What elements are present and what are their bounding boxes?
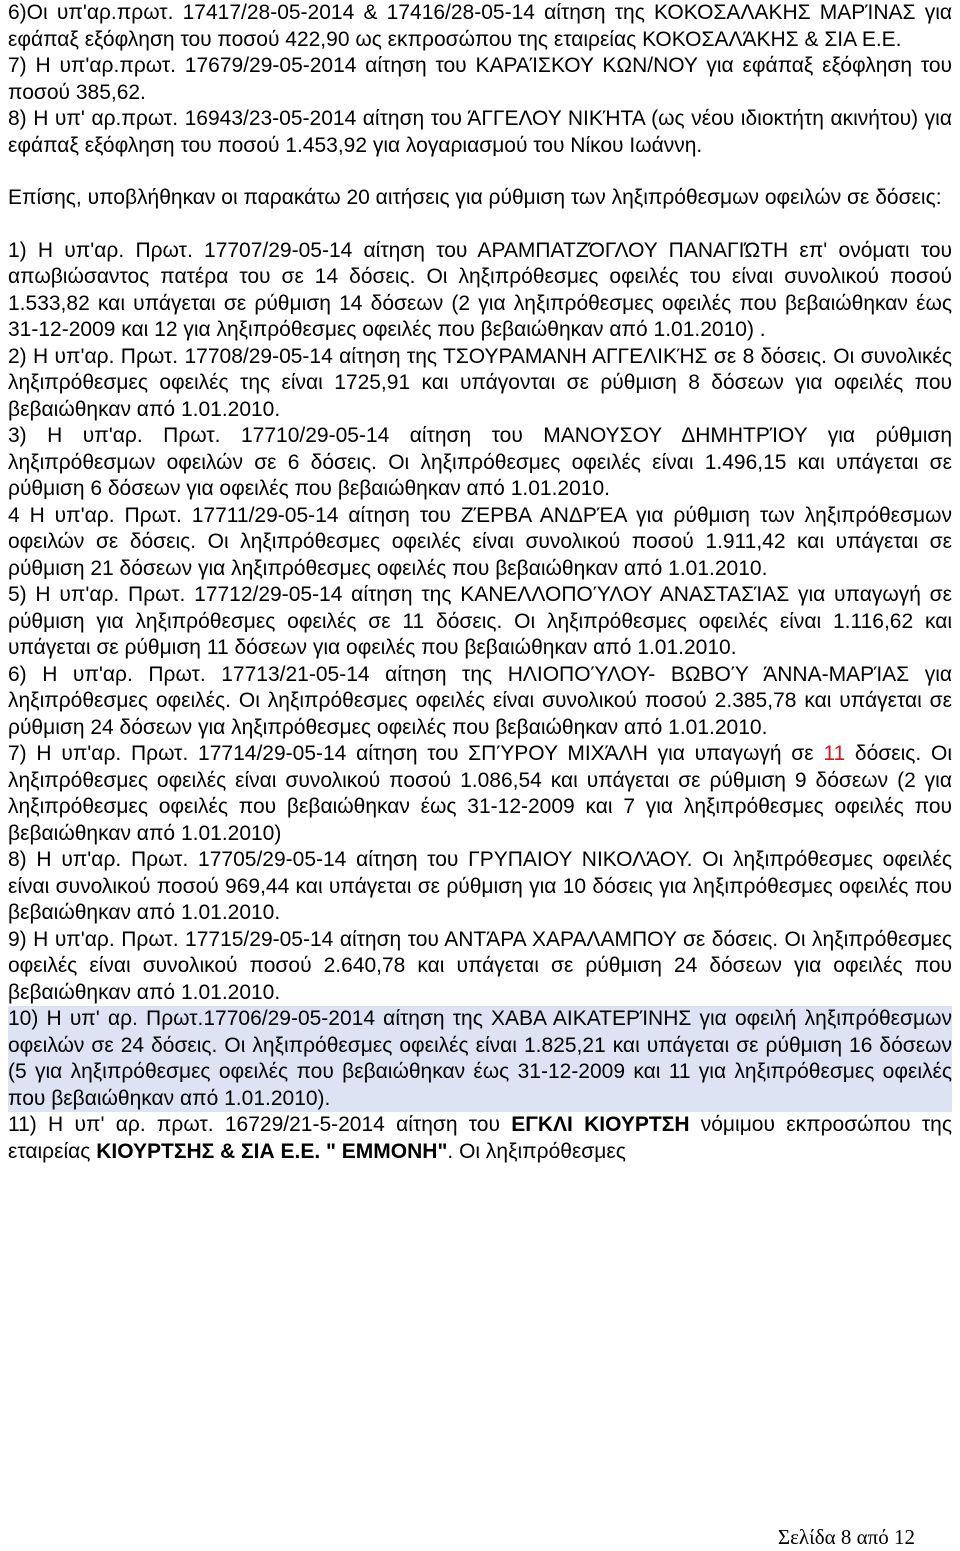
item-11-text-2: νόμιμου εκπροσώπου της εταιρείας (8, 1113, 952, 1163)
item-11-bold-company: ΚΙΟΥΡΤΣΗΣ & ΣΙΑ Ε.Ε. " ΕΜΜΟΝΗ" (96, 1139, 448, 1163)
item-7-red-number: 11 (823, 742, 846, 765)
list-item: 3) Η υπ'αρ. Πρωτ. 17710/29-05-14 αίτηση του ΜΑΝΟΥΣΟΥ ΔΗΜΗΤΡΊΟΥ για ρύθμιση ληξιπρόθεσμων οφειλών σε 6 δόσεις. Οι ληξιπρόθεσμες οφειλές είναι 1.496,15 και υπάγεται σε ρύθμιση 6 δόσεων για οφειλές που βεβαιώθηκαν από 1.01.2010. (8, 424, 952, 500)
list-item-10-highlighted: 10) Η υπ' αρ. Πρωτ.17706/29-05-2014 αίτηση της ΧΑΒΑ ΑΙΚΑΤΕΡΊΝΗΣ για οφειλή ληξιπρόθεσμων οφειλών σε 24 δόσεις. Οι ληξιπρόθεσμες οφειλές είναι 1.825,21 και υπάγεται σε ρύθμιση 16 δόσεων (5 για ληξιπρόθεσμες οφειλές που βεβαιώθηκαν έως 31-12-2009 και 11 για ληξιπρόθεσμες οφειλές που βεβαιώθηκαν από 1.01.2010). (8, 1006, 952, 1112)
paragraph-item-6: 6)Οι υπ'αρ.πρωτ. 17417/28-05-2014 & 17416/28-05-14 αίτηση της ΚΟΚΟΣΑΛΑΚΗΣ ΜΑΡΊΝΑΣ για εφάπαξ εξόφληση του ποσού 422,90 ως εκπροσώπου της εταιρείας ΚΟΚΟΣΑΛΆΚΗΣ & ΣΙΑ Ε.Ε. (8, 1, 952, 51)
paragraph-item-8: 8) Η υπ' αρ.πρωτ. 16943/23-05-2014 αίτηση του ΆΓΓΕΛΟΥ ΝΙΚΉΤΑ (ως νέου ιδιοκτήτη ακινήτου) για εφάπαξ εξόφληση του ποσού 1.453,92 για λογαριασμού του Νίκου Ιωάννη. (8, 107, 952, 157)
item-11-text-3: . Οι ληξιπρόθεσμες (447, 1139, 626, 1163)
list-item: 4 Η υπ'αρ. Πρωτ. 17711/29-05-14 αίτηση του ΖΈΡΒΑ ΑΝΔΡΈΑ για ρύθμιση των ληξιπρόθεσμων οφειλών σε δόσεις. Οι ληξιπρόθεσμες οφειλές είναι συνολικού ποσού 1.911,42 και υπάγεται σε ρύθμιση 21 δόσεων για ληξιπρόθεσμες οφειλές που βεβαιώθηκαν από 1.01.2010. (8, 503, 952, 580)
list-item: 2) Η υπ'αρ. Πρωτ. 17708/29-05-14 αίτηση της ΤΣΟΥΡΑΜΑΝΗ ΑΓΓΕΛΙΚΉΣ σε 8 δόσεις. Οι συνολικές ληξιπρόθεσμες οφειλές της είναι 1725,91 και υπάγονται σε ρύθμιση 8 δόσεων για οφειλές που βεβαιώθηκαν από 1.01.2010. (8, 344, 952, 421)
item-7-text-end: δόσεις. Οι ληξιπρόθεσμες οφειλές είναι συνολικού ποσού 1.086,54 και υπάγεται σε ρύθμιση 9 δόσεων (2 για ληξιπρόθεσμες οφειλές που βεβαιώθηκαν έως 31-12-2009 και 7 για ληξιπρόθεσμες οφειλές που βεβαιώθηκαν από 1.01.2010) (8, 742, 952, 845)
item-7-text-start: 7) Η υπ'αρ. Πρωτ. 17714/29-05-14 αίτηση του ΣΠΎΡΟΥ ΜΙΧΆΛΗ για υπαγωγή σε (8, 742, 824, 765)
document-page (8, 0, 952, 1551)
item-11-text-1: 11) Η υπ' αρ. πρωτ. 16729/21-5-2014 αίτηση του (8, 1113, 512, 1136)
list-item: 1) Η υπ'αρ. Πρωτ. 17707/29-05-14 αίτηση του ΑΡΑΜΠΑΤΖΌΓΛΟΥ ΠΑΝΑΓΙΏΤΗ επ' ονόματι του απωβιώσαντος πατέρα του σε 14 δόσεις. Οι ληξιπρόθεσμες οφειλές του είναι συνολικού ποσού 1.533,82 και υπάγεται σε ρύθμιση 14 δόσεων (2 για ληξιπρόθεσμες οφειλές που βεβαιώθηκαν έως 31-12-2009 και 12 για ληξιπρόθεσμες οφειλές που βεβαιώθηκαν από 1.01.2010) . (8, 238, 952, 341)
list-item: 8) Η υπ'αρ. Πρωτ. 17705/29-05-14 αίτηση του ΓΡΥΠΑΙΟΥ ΝΙΚΟΛΆΟΥ. Οι ληξιπρόθεσμες οφειλές είναι συνολικού ποσού 969,44 και υπάγεται σε ρύθμιση για 10 δόσεις για ληξιπρόθεσμες οφειλές που βεβαιώθηκαν από 1.01.2010. (8, 848, 952, 924)
list-item-7 (8, 741, 952, 847)
list-item: 9) Η υπ'αρ. Πρωτ. 17715/29-05-14 αίτηση του ΑΝΤΆΡΑ ΧΑΡΑΛΑΜΠΟΥ σε δόσεις. Οι ληξιπρόθεσμες οφειλές είναι συνολικού ποσού 2.640,78 και υπάγεται σε ρύθμιση 24 δόσεων για οφειλές που βεβαιώθηκαν από 1.01.2010. (8, 927, 952, 1004)
list-item: 6) Η υπ'αρ. Πρωτ. 17713/21-05-14 αίτηση της ΗΛΙΟΠΟΎΛΟΥ- ΒΩΒΟΎ ΆΝΝΑ-ΜΑΡΊΑΣ για ληξιπρόθεσμες οφειλές. Οι ληξιπρόθεσμες οφειλές είναι συνολικού ποσού 2.385,78 και υπάγεται σε ρύθμιση 24 δόσεων για ληξιπρόθεσμες οφειλές που βεβαιώθηκαν από 1.01.2010. (8, 662, 952, 739)
list-item: 5) Η υπ'αρ. Πρωτ. 17712/29-05-14 αίτηση της ΚΑΝΕΛΛΟΠΟΎΛΟΥ ΑΝΑΣΤΑΣΊΑΣ για υπαγωγή σε ρύθμιση για ληξιπρόθεσμες οφειλές σε 11 δόσεις. Οι ληξιπρόθεσμες οφειλές είναι 1.116,62 και υπάγεται σε ρύθμιση 11 δόσεων για οφειλές που βεβαιώθηκαν από 1.01.2010. (8, 583, 952, 659)
paragraph-item-7: 7) Η υπ'αρ.πρωτ. 17679/29-05-2014 αίτηση του ΚΑΡΑΊΣΚΟΥ ΚΩΝ/ΝΟΥ για εφάπαξ εξόφληση του ποσού 385,62. (8, 54, 952, 104)
item-11-bold-name: ΕΓΚΛΙ ΚΙΟΥΡΤΣΗ (511, 1113, 690, 1136)
paragraph-intro: Επίσης, υποβλήθηκαν οι παρακάτω 20 αιτήσεις για ρύθμιση των ληξιπρόθεσμων οφειλών σε δόσεις: (8, 186, 942, 209)
page-number-footer: Σελίδα 8 από 12 (777, 1525, 915, 1549)
list-item-11 (8, 1112, 952, 1165)
